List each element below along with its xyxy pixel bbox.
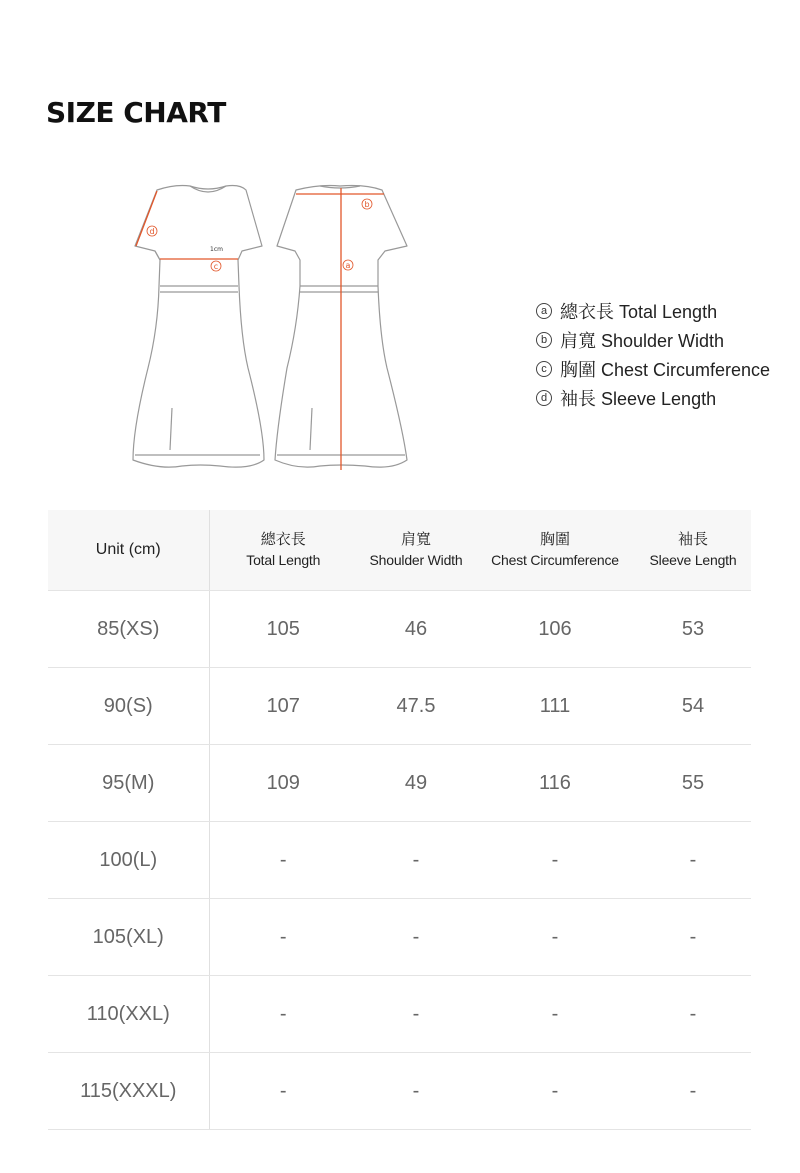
legend-item-sleeve [536, 383, 770, 412]
cell-shoulder-width: - [357, 899, 475, 976]
cell-total-length: 105 [209, 591, 357, 668]
cell-chest: 116 [475, 745, 635, 822]
page-title: SIZE CHART [46, 96, 226, 129]
unit-header: Unit (cm) [48, 510, 209, 591]
column-header-total-length [209, 510, 357, 591]
legend-mark-d: d [536, 390, 552, 406]
table-row [48, 899, 751, 976]
cell-shoulder-width: - [357, 976, 475, 1053]
size-label: 85(XS) [48, 591, 209, 668]
size-label: 90(S) [48, 668, 209, 745]
cell-chest: - [475, 976, 635, 1053]
table-row [48, 1053, 751, 1130]
column-header-chest [475, 510, 635, 591]
legend-label: 袖長 Sleeve Length [560, 388, 717, 409]
cell-shoulder-width: 47.5 [357, 668, 475, 745]
legend-item-shoulder-width [536, 325, 770, 354]
cell-sleeve: 53 [635, 591, 751, 668]
column-header-shoulder-width [357, 510, 475, 591]
svg-text:b: b [364, 200, 370, 209]
cell-sleeve: - [635, 822, 751, 899]
dress-diagram [120, 178, 420, 478]
column-header-en: Total Length [246, 552, 321, 568]
column-header-zh: 總衣長 [260, 531, 306, 548]
cell-total-length: 107 [209, 668, 357, 745]
size-table [48, 510, 751, 1130]
size-label: 110(XXL) [48, 976, 209, 1053]
cell-chest: 106 [475, 591, 635, 668]
legend-label: 總衣長 Total Length [560, 301, 718, 322]
legend-label: 肩寬 Shoulder Width [560, 330, 725, 351]
cell-sleeve: - [635, 1053, 751, 1130]
table-row [48, 822, 751, 899]
cell-shoulder-width: - [357, 1053, 475, 1130]
cell-shoulder-width: - [357, 822, 475, 899]
cell-chest: - [475, 822, 635, 899]
legend-item-total-length [536, 296, 770, 325]
svg-text:d: d [149, 227, 155, 236]
svg-text:a: a [345, 261, 351, 270]
cell-sleeve: - [635, 976, 751, 1053]
column-header-en: Sleeve Length [649, 552, 737, 568]
column-header-sleeve [635, 510, 751, 591]
legend-mark-a: a [536, 303, 552, 319]
column-header-en: Chest Circumference [491, 552, 619, 568]
cell-chest: - [475, 1053, 635, 1130]
measurement-legend [536, 296, 770, 412]
size-label: 105(XL) [48, 899, 209, 976]
cell-total-length: - [209, 976, 357, 1053]
table-row [48, 591, 751, 668]
size-label: 100(L) [48, 822, 209, 899]
table-row [48, 976, 751, 1053]
legend-mark-b: b [536, 332, 552, 348]
legend-label: 胸圍 Chest Circumference [560, 359, 771, 380]
diagram-tag: 1cm [210, 246, 223, 253]
column-header-zh: 肩寬 [400, 531, 431, 548]
cell-total-length: 109 [209, 745, 357, 822]
table-header-row [48, 510, 751, 591]
column-header-en: Shoulder Width [369, 552, 463, 568]
column-header-zh: 袖長 [677, 531, 708, 548]
legend-item-chest [536, 354, 770, 383]
cell-chest: - [475, 899, 635, 976]
cell-sleeve: 55 [635, 745, 751, 822]
cell-chest: 111 [475, 668, 635, 745]
table-row [48, 745, 751, 822]
column-header-zh: 胸圍 [539, 531, 570, 548]
legend-mark-c: c [536, 361, 552, 377]
cell-total-length: - [209, 899, 357, 976]
table-row [48, 668, 751, 745]
cell-total-length: - [209, 822, 357, 899]
svg-text:c: c [213, 262, 219, 271]
cell-shoulder-width: 49 [357, 745, 475, 822]
size-label: 115(XXXL) [48, 1053, 209, 1130]
size-label: 95(M) [48, 745, 209, 822]
cell-sleeve: 54 [635, 668, 751, 745]
cell-total-length: - [209, 1053, 357, 1130]
cell-sleeve: - [635, 899, 751, 976]
cell-shoulder-width: 46 [357, 591, 475, 668]
